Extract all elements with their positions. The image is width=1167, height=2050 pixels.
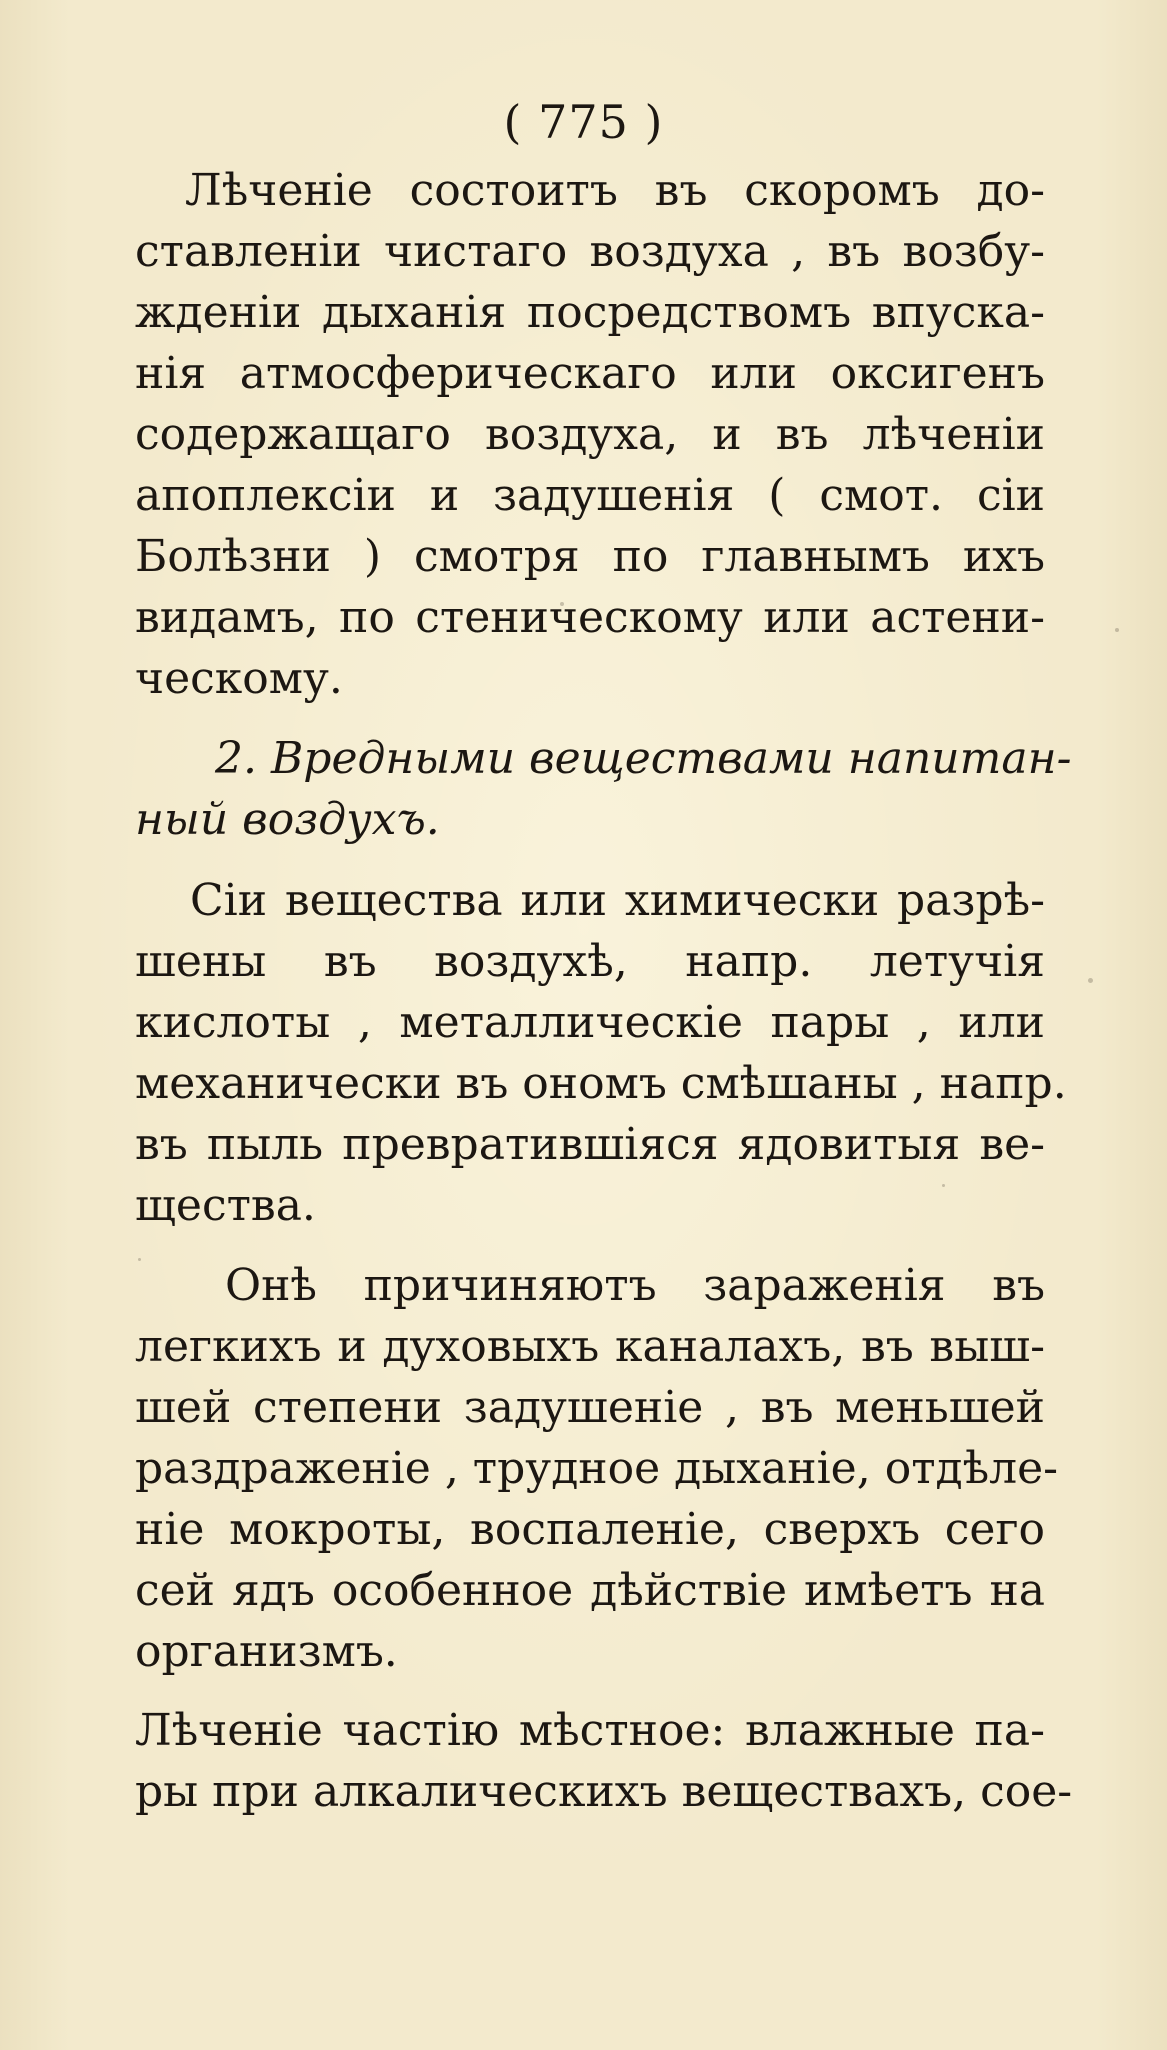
text-line: Сіи вещества или химически разрѣ- — [190, 875, 1045, 926]
text-line: содержащаго воздуха, и въ лѣченіи — [135, 409, 1045, 460]
text-line: легкихъ и духовыхъ каналахъ, въ выш- — [135, 1321, 1045, 1372]
page-number: ( 775 ) — [503, 95, 664, 149]
text-line: ческому. — [135, 653, 343, 704]
text-line: Лѣченіе состоитъ въ скоромъ до- — [185, 165, 1045, 216]
text-line: апоплексіи и задушенія ( смот. сіи — [135, 470, 1045, 521]
text-line: щества. — [135, 1180, 316, 1231]
paper-speck — [1115, 628, 1119, 632]
text-line: ставленіи чистаго воздуха , въ возбу- — [135, 226, 1045, 277]
text-line: жденіи дыханія посредствомъ впуска- — [135, 287, 1045, 338]
text-line: ніе мокроты, воспаленіе, сверхъ сего — [135, 1504, 1045, 1555]
paper-speck — [138, 1258, 141, 1261]
text-line: сей ядъ особенное дѣйствіе имѣетъ на — [135, 1565, 1045, 1616]
section-heading: ный воздухъ. — [135, 794, 440, 845]
text-line: шей степени задушеніе , въ меньшей — [135, 1382, 1045, 1433]
paper-speck — [1088, 978, 1093, 983]
text-line: шены въ воздухѣ, напр. летучія — [135, 936, 1045, 987]
text-line: кислоты , металлическіе пары , или — [135, 997, 1045, 1048]
text-line: раздраженіе , трудное дыханіе, отдѣле- — [135, 1443, 1059, 1494]
text-line: Лѣченіе частію мѣстное: влажные па- — [135, 1705, 1045, 1756]
paper-speck — [942, 1184, 945, 1187]
text-line: Болѣзни ) смотря по главнымъ ихъ — [135, 531, 1045, 582]
text-line: механически въ ономъ смѣшаны , напр. — [135, 1058, 1067, 1109]
text-line: видамъ, по стеническому или астени- — [135, 592, 1045, 643]
paper-speck — [560, 602, 564, 606]
text-line: нія атмосферическаго или оксигенъ — [135, 348, 1045, 399]
text-line: организмъ. — [135, 1626, 398, 1677]
text-line: Онѣ причиняютъ зараженія въ — [225, 1260, 1045, 1311]
text-line: въ пыль превратившіяся ядовитыя ве- — [135, 1119, 1045, 1170]
text-line: ры при алкалическихъ веществахъ, сое- — [135, 1766, 1073, 1817]
section-heading: 2. Вредными веществами напитан- — [215, 733, 1072, 784]
